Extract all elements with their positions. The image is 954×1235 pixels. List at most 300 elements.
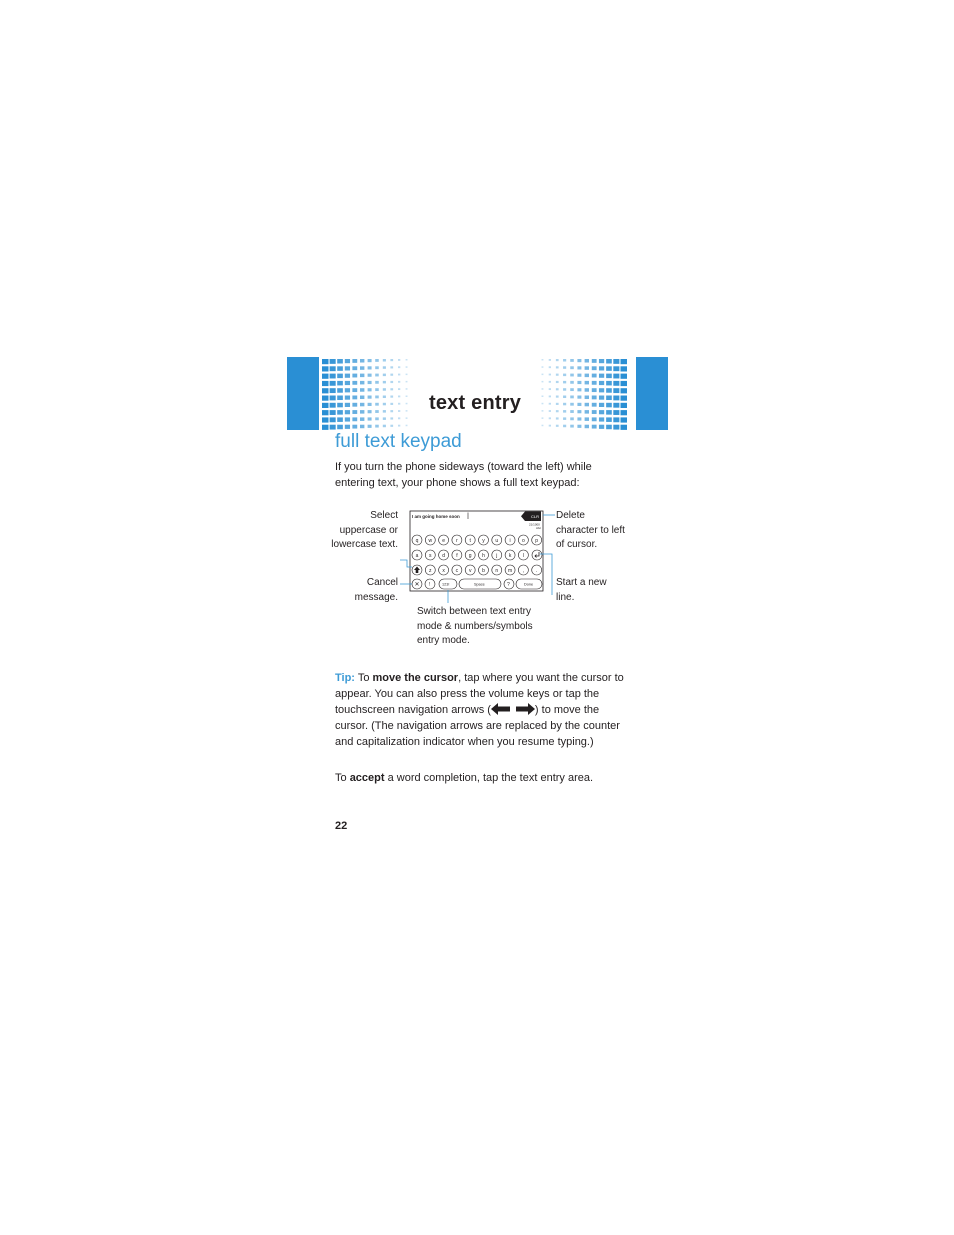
banner-dot: [375, 396, 379, 399]
section-heading: full text keypad: [335, 431, 462, 452]
banner-dot: [592, 366, 597, 370]
banner-dot: [330, 366, 336, 371]
banner-dot: [390, 359, 393, 361]
banner-dot: [542, 396, 544, 398]
banner-dot: [322, 359, 329, 364]
banner-dot: [322, 381, 329, 386]
case-indicator: Abc: [536, 526, 542, 530]
banner-dot: [375, 417, 379, 420]
banner-dot: [360, 388, 364, 392]
banner-dot: [577, 403, 581, 406]
banner-dot: [599, 381, 604, 385]
key-6-label: u: [495, 537, 499, 544]
banner-right-cap: [636, 357, 668, 430]
clr-key-label: CLR: [531, 513, 540, 519]
banner-dot: [563, 374, 566, 377]
banner-dot: [621, 410, 628, 415]
banner-dot: [621, 359, 628, 364]
banner-dot: [613, 374, 619, 379]
banner-dot: [390, 366, 393, 368]
banner-dot: [599, 410, 604, 414]
banner-dot: [556, 410, 559, 412]
tip-text-1: To: [354, 672, 373, 684]
banner-dot: [542, 403, 544, 405]
accept-text-2: a word completion, tap the text entry area.: [384, 772, 594, 784]
banner-dot: [599, 374, 604, 378]
banner-dot: [549, 359, 551, 361]
banner-dot: [406, 359, 408, 361]
banner-dot: [398, 366, 400, 368]
banner-dot: [563, 403, 566, 406]
banner-dot: [330, 381, 336, 386]
banner-dot: [585, 388, 589, 392]
banner-dot: [563, 417, 566, 420]
key-4-label: t: [469, 537, 471, 544]
key-row2-6-label: j: [496, 552, 498, 559]
banner-dot: [606, 403, 612, 408]
banner-dot: [621, 388, 628, 393]
banner-dot: [585, 410, 589, 414]
banner-dot: [599, 366, 604, 370]
banner-dot: [322, 425, 329, 430]
banner-dot: [599, 403, 604, 407]
counter-text: 21/1000: [529, 522, 540, 527]
banner-dot: [585, 425, 589, 429]
banner-dot: [570, 403, 574, 406]
banner-dot: [606, 396, 612, 401]
banner-dot: [337, 388, 343, 393]
banner-dot: [390, 396, 393, 398]
banner-dot: [375, 410, 379, 413]
tip-bold-move-cursor: move the cursor: [372, 672, 459, 684]
banner-dot: [398, 381, 400, 383]
banner-dot: [570, 417, 574, 420]
banner-dot: [352, 417, 357, 421]
banner-dot: [337, 425, 343, 430]
banner-dot: [577, 410, 581, 413]
banner-dot: [383, 396, 386, 399]
keypad-illustration: [395, 505, 565, 605]
cancel-key-glyph: ✕: [414, 582, 420, 588]
key-row3-8-label: .: [536, 567, 538, 574]
key-row3-6-label: m: [508, 567, 513, 574]
banner-dot: [592, 359, 597, 363]
banner-dot: [406, 410, 408, 412]
banner-dot: [556, 388, 559, 390]
key-row2-1-label: s: [429, 552, 432, 559]
excl-key-label: !: [429, 582, 431, 588]
banner-dot: [549, 366, 551, 368]
key-row3-5-label: n: [495, 567, 499, 574]
banner-dot: [613, 417, 619, 422]
callout-new-line: Start a new line.: [556, 577, 607, 603]
banner-dot: [592, 396, 597, 400]
banner-dot: [345, 403, 350, 407]
banner-dot: [337, 410, 343, 415]
callout-select-case: Select uppercase or lowercase text.: [331, 510, 398, 550]
banner-dot: [621, 374, 628, 379]
enter-key: [532, 550, 542, 560]
banner-dot: [563, 388, 566, 391]
key-row3-4-label: b: [482, 567, 485, 574]
banner-dot: [368, 417, 372, 420]
banner-dot: [613, 388, 619, 393]
banner-dot: [585, 403, 589, 407]
banner-dot: [390, 403, 393, 405]
banner-dot: [352, 410, 357, 414]
banner-dot: [337, 374, 343, 379]
banner-dot: [606, 417, 612, 422]
banner-dot: [621, 425, 628, 430]
key-row3-7-label: ,: [522, 567, 525, 574]
banner-dot: [352, 425, 357, 429]
banner-dot: [406, 417, 408, 419]
banner-dot: [577, 374, 581, 377]
banner-dot: [585, 396, 589, 400]
banner-dot: [406, 396, 408, 398]
tip-label: Tip:: [335, 672, 355, 684]
banner-dot: [563, 366, 566, 369]
key-row2-2-label: d: [442, 552, 445, 559]
banner-dot: [330, 403, 336, 408]
banner-dot: [606, 366, 612, 371]
key-row2-3-label: f: [456, 552, 458, 559]
banner-dot: [563, 425, 566, 428]
key-2-label: e: [442, 537, 445, 544]
banner-dot: [606, 381, 612, 386]
banner-dot: [383, 388, 386, 391]
banner-dot: [360, 366, 364, 370]
banner-dot: [322, 388, 329, 393]
banner-dot: [345, 425, 350, 429]
banner-dot: [570, 374, 574, 377]
banner-dot: [592, 417, 597, 421]
tip-text-3: ) to move the cursor. (The navigation arrows are replaced by the counter and capitalization indicator when you resume typing.): [335, 704, 620, 748]
key-row3-0-label: z: [429, 567, 432, 574]
banner-dot: [570, 388, 574, 391]
banner-dot: [599, 396, 604, 400]
banner-dot: [398, 403, 400, 405]
banner-dot: [368, 410, 372, 413]
banner-dot: [383, 410, 386, 413]
screen-text: I am going home soon: [412, 514, 460, 519]
banner-dot: [337, 381, 343, 386]
banner-dot: [563, 396, 566, 399]
banner-dot: [592, 403, 597, 407]
banner-dot: [352, 381, 357, 385]
banner-dot: [398, 359, 400, 361]
banner-dot: [613, 403, 619, 408]
banner-dot: [577, 425, 581, 428]
banner-dot: [542, 359, 544, 361]
banner-dot: [368, 396, 372, 399]
key-row2-7-label: k: [508, 552, 512, 559]
callout-cancel: Cancel message.: [354, 577, 398, 603]
banner-dot: [390, 425, 393, 427]
banner-dot: [613, 366, 619, 371]
banner-dot: [375, 359, 379, 362]
banner-dot: [577, 359, 581, 362]
intro-paragraph: If you turn the phone sideways (toward the left) while entering text, your phone shows a full text keypad:: [335, 461, 592, 489]
banner-dot: [570, 410, 574, 413]
banner-dot: [398, 374, 400, 376]
banner-dot: [613, 425, 619, 430]
banner-dot: [330, 410, 336, 415]
banner-dot: [577, 366, 581, 369]
banner-dot: [406, 366, 408, 368]
banner-dot: [613, 396, 619, 401]
banner-dot: [352, 403, 357, 407]
banner-dot: [375, 403, 379, 406]
banner-dot: [375, 366, 379, 369]
banner-dot: [368, 366, 372, 369]
banner-dot: [390, 388, 393, 390]
banner-dot: [330, 388, 336, 393]
banner-dot: [556, 366, 559, 368]
banner-dot: [330, 374, 336, 379]
banner-dot: [549, 374, 551, 376]
banner-dot: [599, 425, 604, 429]
banner-dot: [406, 388, 408, 390]
key-9-label: p: [535, 537, 539, 544]
banner-left-cap: [287, 357, 319, 430]
banner-dot: [556, 359, 559, 361]
banner-dot: [352, 359, 357, 363]
banner-dot: [330, 359, 336, 364]
banner-dot: [383, 425, 386, 428]
banner-dot: [549, 403, 551, 405]
banner-dot: [585, 374, 589, 378]
banner-dot: [549, 417, 551, 419]
banner-dot: [563, 381, 566, 384]
key-row3-1-label: x: [442, 567, 445, 574]
done-key-label: Done: [524, 582, 534, 587]
banner-dot: [360, 417, 364, 421]
banner-dot: [322, 417, 329, 422]
key-0-label: q: [415, 537, 419, 544]
banner-dot: [613, 359, 619, 364]
banner-dot: [542, 388, 544, 390]
banner-dot: [360, 381, 364, 385]
page-number: 22: [335, 820, 348, 832]
key-row2-8-label: l: [522, 552, 524, 559]
banner-dot: [592, 425, 597, 429]
key-8-label: o: [522, 537, 525, 544]
banner-dot: [368, 359, 372, 362]
banner-dot: [621, 396, 628, 401]
banner-dot: [345, 410, 350, 414]
mode-key-label: 123!: [442, 582, 450, 587]
question-key-label: ?: [507, 582, 510, 588]
banner-dot: [383, 374, 386, 377]
banner-dot: [322, 374, 329, 379]
banner-dot: [330, 417, 336, 422]
tip-paragraph: [335, 670, 625, 750]
banner-dot: [375, 381, 379, 384]
accept-text-1: To: [335, 772, 350, 784]
banner-dot: [330, 425, 336, 430]
left-right-arrows-icon: [491, 703, 535, 715]
banner-dot: [577, 417, 581, 420]
banner-dot: [345, 366, 350, 370]
banner-dot: [556, 403, 559, 405]
banner-dot: [360, 425, 364, 429]
banner-dot: [549, 396, 551, 398]
banner-dot: [345, 359, 350, 363]
banner-dot: [549, 410, 551, 412]
keypad-diagram: [395, 505, 565, 605]
banner-dot: [606, 374, 612, 379]
banner-dot: [592, 381, 597, 385]
banner-dot: [606, 410, 612, 415]
key-5-label: y: [482, 537, 485, 544]
banner-dot: [556, 417, 559, 419]
banner-dot: [570, 366, 574, 369]
banner-dot: [322, 366, 329, 371]
banner-dot: [570, 425, 574, 428]
banner-dot: [585, 366, 589, 370]
banner-dot: [406, 374, 408, 376]
banner-dot: [390, 417, 393, 419]
banner-dot: [337, 417, 343, 422]
banner-dot: [383, 381, 386, 384]
banner-dot: [613, 381, 619, 386]
page-title: text entry: [429, 392, 522, 414]
banner-dot: [322, 403, 329, 408]
banner-dot: [368, 374, 372, 377]
banner-dot: [542, 417, 544, 419]
banner-dot: [390, 381, 393, 383]
banner-dot: [383, 366, 386, 369]
callout-delete: Delete character to left of cursor.: [556, 510, 625, 550]
banner-dot: [606, 425, 612, 430]
banner-dot: [585, 417, 589, 421]
banner-dot: [345, 417, 350, 421]
banner-dot: [345, 381, 350, 385]
key-row2-0-label: a: [415, 552, 419, 559]
key-7-label: i: [509, 537, 511, 544]
banner-dot: [570, 396, 574, 399]
banner-dot: [542, 374, 544, 376]
banner-dot: [398, 388, 400, 390]
banner-dot: [556, 396, 559, 398]
banner-dot: [360, 396, 364, 400]
key-row2-5-label: h: [482, 552, 485, 559]
banner-dot: [621, 417, 628, 422]
banner-dot: [406, 403, 408, 405]
key-3-label: r: [456, 537, 458, 544]
banner-dot: [360, 403, 364, 407]
banner-dot: [406, 425, 408, 427]
banner-dot: [390, 374, 393, 376]
banner-dot: [337, 403, 343, 408]
banner-dot: [570, 359, 574, 362]
banner-dot: [570, 381, 574, 384]
banner-dot: [375, 425, 379, 428]
banner-dot: [606, 359, 612, 364]
banner-dot: [549, 381, 551, 383]
banner-dot: [585, 381, 589, 385]
banner-dot: [542, 425, 544, 427]
key-1-label: w: [428, 537, 433, 544]
banner-dot: [352, 366, 357, 370]
banner-dot: [390, 410, 393, 412]
banner-dot: [398, 396, 400, 398]
banner-dot: [542, 410, 544, 412]
banner-dot: [592, 374, 597, 378]
banner-dot: [556, 381, 559, 383]
banner-dot: [322, 396, 329, 401]
banner-dot: [577, 388, 581, 391]
banner-dot: [383, 403, 386, 406]
banner-dot: [606, 388, 612, 393]
banner-dot: [563, 359, 566, 362]
banner-dot: [337, 396, 343, 401]
key-row3-3-label: v: [468, 567, 472, 574]
banner-dot: [352, 374, 357, 378]
banner-dot: [592, 388, 597, 392]
key-row2-4-label: g: [468, 552, 472, 559]
banner-dot: [352, 388, 357, 392]
banner-dot: [368, 403, 372, 406]
tip-text-2: , tap where you want the cursor to appear. You can also press the volume keys or tap the touchscreen navigation arrows (: [335, 672, 624, 716]
banner-dot: [368, 425, 372, 428]
banner-dot: [621, 381, 628, 386]
banner-dot: [549, 425, 551, 427]
banner-dot: [556, 374, 559, 376]
banner-dot: [563, 410, 566, 413]
banner-dot: [360, 374, 364, 378]
banner-dot: [322, 410, 329, 415]
banner-dot: [599, 388, 604, 392]
banner-dot: [585, 359, 589, 363]
banner-dot: [398, 410, 400, 412]
banner-dot: [556, 425, 559, 427]
banner-dot: [360, 410, 364, 414]
banner-dot: [368, 381, 372, 384]
banner-dot: [337, 366, 343, 371]
banner-dot: [599, 417, 604, 421]
banner-dot: [398, 417, 400, 419]
banner-dot: [398, 425, 400, 427]
banner-dot: [383, 417, 386, 420]
banner-dot: [542, 366, 544, 368]
banner-dot: [330, 396, 336, 401]
banner-dot: [375, 374, 379, 377]
banner-dot: [345, 388, 350, 392]
banner-dot: [375, 388, 379, 391]
banner-dot: [621, 366, 628, 371]
callout-switch-mode: Switch between text entry mode & numbers/symbols entry mode.: [417, 606, 533, 646]
banner-dot: [345, 396, 350, 400]
banner-dot: [599, 359, 604, 363]
banner-dot: [613, 410, 619, 415]
banner-dot: [549, 388, 551, 390]
banner-dot: [406, 381, 408, 383]
banner-dot: [577, 381, 581, 384]
banner-dot: [621, 403, 628, 408]
banner-dot: [337, 359, 343, 364]
banner-dot: [360, 359, 364, 363]
key-row3-2-label: c: [455, 567, 459, 574]
accept-bold: accept: [349, 772, 385, 784]
banner-dot: [352, 396, 357, 400]
banner-dot: [383, 359, 386, 362]
banner-dot: [368, 388, 372, 391]
banner-dot: [542, 381, 544, 383]
space-key-label: Space: [474, 582, 485, 587]
banner-dot: [577, 396, 581, 399]
